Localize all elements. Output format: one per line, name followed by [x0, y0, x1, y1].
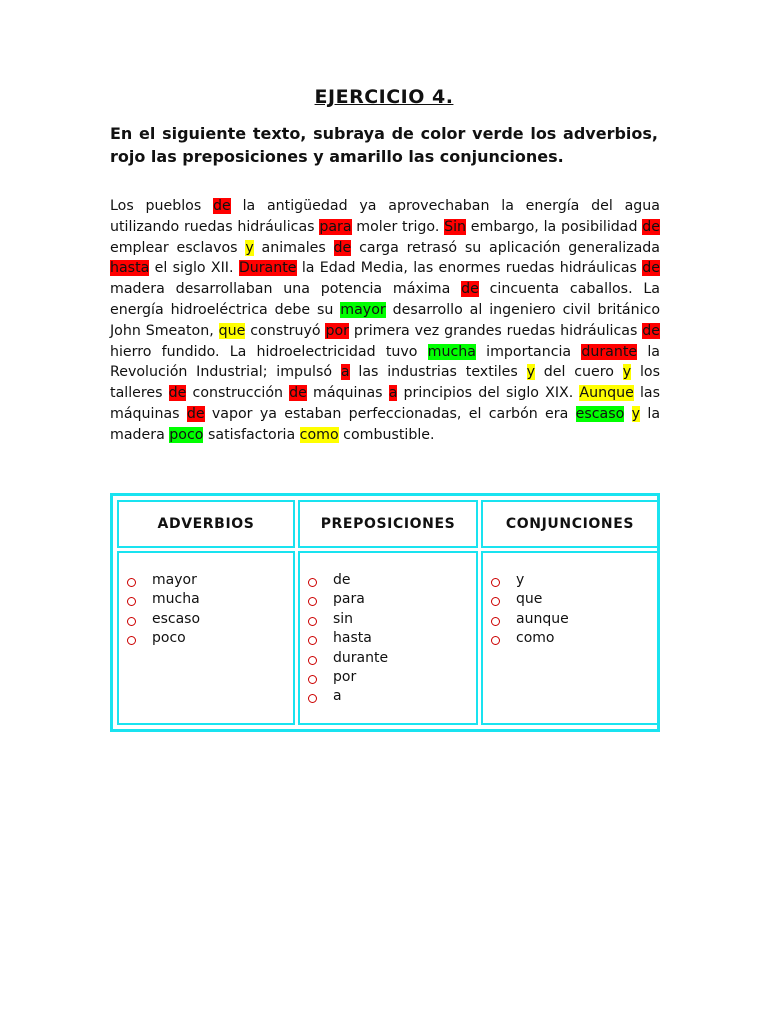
text-segment: las industrias textiles: [349, 364, 527, 381]
highlighted-preposition: de: [642, 322, 660, 339]
text-segment: las máquinas: [110, 385, 660, 422]
text-segment: emplear esclavos: [110, 239, 246, 256]
highlighted-adverb: poco: [169, 426, 204, 443]
text-segment: hierro fundido. La hidroelectricidad tuvo: [110, 343, 428, 360]
text-segment: combustible.: [338, 426, 435, 443]
list-item: [491, 610, 657, 629]
circle-bullet-icon: [127, 578, 136, 587]
highlighted-preposition: de: [186, 405, 205, 422]
list-item: [127, 610, 293, 629]
list-item: [308, 610, 476, 629]
text-segment: importancia: [475, 343, 582, 360]
highlighted-adverb: mayor: [340, 301, 386, 318]
circle-bullet-icon: [491, 636, 500, 645]
list-item-label: poco: [152, 630, 186, 647]
highlighted-conjunction: que: [218, 322, 246, 339]
highlighted-adverb: mucha: [427, 343, 476, 360]
text-segment: desarrollo al ingeniero civil británico John Smeaton,: [110, 301, 660, 339]
text-segment: construyó: [245, 322, 326, 339]
text-segment: madera desarrollaban una potencia máxima: [110, 281, 462, 298]
highlighted-preposition: hasta: [110, 260, 150, 277]
text-segment: la madera: [110, 405, 661, 443]
text-segment: el siglo XII.: [149, 260, 239, 277]
list-item-label: mayor: [152, 572, 197, 588]
circle-bullet-icon: [127, 617, 136, 626]
highlighted-preposition: de: [642, 218, 660, 235]
text-segment: la antigüedad ya aprovechaban la energía del agua utilizando ruedas hidráulicas: [110, 198, 660, 235]
list-item: [127, 629, 293, 648]
header-conjunctions: CONJUNCIONES: [481, 500, 659, 548]
prepositions-list: [308, 571, 476, 707]
circle-bullet-icon: [127, 636, 136, 645]
conjunctions-list: [491, 571, 657, 649]
circle-bullet-icon: [308, 636, 317, 645]
highlighted-conjunction: y: [622, 364, 632, 381]
list-item: [308, 687, 476, 706]
adverbs-cell: [117, 551, 295, 725]
circle-bullet-icon: [491, 617, 500, 626]
highlighted-preposition: de: [213, 198, 231, 214]
adverbs-list: [127, 571, 293, 649]
highlighted-conjunction: y: [526, 364, 535, 381]
highlighted-preposition: Durante: [238, 260, 297, 277]
list-item-label: que: [516, 591, 543, 608]
highlighted-preposition: por: [325, 322, 349, 339]
highlighted-preposition: Sin: [444, 218, 467, 235]
circle-bullet-icon: [127, 597, 136, 606]
list-item-label: aunque: [516, 610, 569, 627]
highlighted-preposition: de: [289, 385, 307, 402]
highlighted-preposition: a: [388, 385, 398, 402]
list-item-label: de: [333, 572, 351, 588]
list-item-label: mucha: [152, 591, 200, 608]
text-segment: carga retrasó su aplicación generalizada: [351, 239, 660, 256]
list-item-label: y: [516, 572, 525, 588]
list-item-label: por: [333, 669, 357, 686]
highlighted-preposition: de: [461, 281, 479, 298]
text-segment: cincuenta caballos. La energía hidroeléctrica debe su: [110, 281, 660, 318]
text-segment: vapor ya estaban perfeccionadas, el carbón era: [204, 405, 576, 422]
text-segment: máquinas: [306, 385, 389, 402]
list-item: [308, 668, 476, 687]
highlighted-conjunction: Aunque: [579, 385, 634, 402]
text-segment: primera vez grandes ruedas hidráulicas: [349, 322, 643, 339]
list-item-label: sin: [333, 610, 354, 627]
list-item: [491, 629, 657, 648]
text-segment: embargo, la posibilidad: [466, 218, 643, 235]
list-item-label: a: [333, 688, 342, 705]
conjunctions-cell: [481, 551, 659, 725]
highlighted-preposition: para: [319, 218, 352, 235]
list-item-label: para: [333, 591, 365, 608]
highlighted-conjunction: y: [245, 239, 254, 256]
highlighted-conjunction: como: [299, 426, 339, 443]
circle-bullet-icon: [308, 578, 317, 587]
highlighted-adverb: escaso: [575, 405, 625, 422]
list-item: [308, 649, 476, 668]
header-adverbs: ADVERBIOS: [117, 500, 295, 548]
classification-table: [110, 493, 660, 732]
list-item-label: escaso: [152, 610, 201, 627]
list-item-label: hasta: [333, 630, 372, 647]
circle-bullet-icon: [308, 675, 317, 684]
highlighted-preposition: de: [168, 385, 187, 402]
text-segment: moler trigo.: [351, 218, 445, 235]
circle-bullet-icon: [308, 617, 317, 626]
highlighted-preposition: a: [340, 364, 350, 381]
text-segment: los talleres: [110, 364, 660, 402]
highlighted-preposition: de: [642, 260, 660, 277]
prepositions-cell: [298, 551, 478, 725]
text-segment: del cuero: [534, 364, 623, 381]
list-item: [127, 590, 293, 609]
list-item: [308, 590, 476, 609]
list-item: [127, 571, 293, 590]
text-segment: animales: [253, 239, 334, 256]
list-item: [491, 571, 657, 590]
header-prepositions: PREPOSICIONES: [298, 500, 478, 548]
circle-bullet-icon: [491, 597, 500, 606]
text-segment: la Edad Media, las enormes ruedas hidráulicas: [296, 260, 643, 277]
list-item: [308, 629, 476, 648]
text-segment: [624, 406, 631, 422]
text-segment: la Revolución Industrial; impulsó: [110, 343, 660, 381]
list-item: [491, 590, 657, 609]
circle-bullet-icon: [308, 597, 317, 606]
exercise-instructions: En el siguiente texto, subraya de color verde los adverbios, rojo las preposiciones y amarillo las conjunciones.: [110, 124, 658, 166]
highlighted-conjunction: y: [631, 405, 641, 422]
text-segment: construcción: [186, 385, 290, 402]
list-item: [308, 571, 476, 590]
text-segment: satisfactoria: [203, 426, 300, 443]
highlighted-preposition: durante: [581, 343, 638, 360]
text-segment: principios del siglo XIX.: [397, 385, 580, 402]
list-item-label: como: [516, 630, 555, 647]
exercise-paragraph: [110, 196, 660, 446]
highlighted-preposition: de: [333, 239, 352, 256]
circle-bullet-icon: [308, 656, 317, 665]
text-segment: Los pueblos: [110, 198, 214, 214]
circle-bullet-icon: [308, 694, 317, 703]
list-item-label: durante: [333, 649, 389, 666]
exercise-title: EJERCICIO 4.: [314, 86, 454, 108]
circle-bullet-icon: [491, 578, 500, 587]
